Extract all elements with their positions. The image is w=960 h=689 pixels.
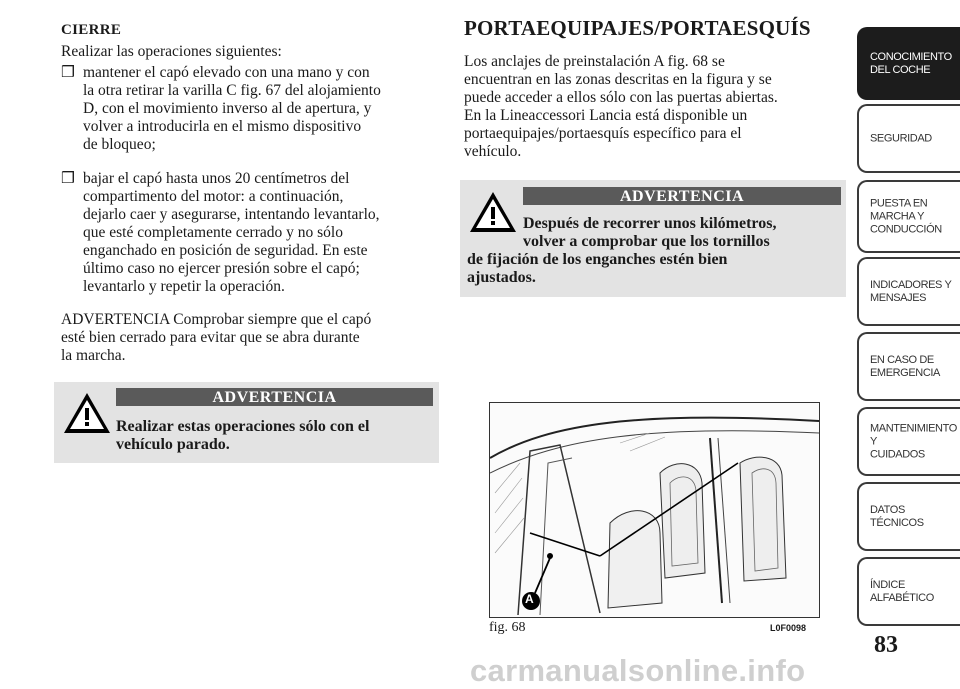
checkbox-bullet-icon: ❒ [61,64,75,81]
tab-seguridad[interactable] [857,104,960,173]
bullet-1-line-4: volver a introducirla en el mismo dispositivo [83,118,362,135]
tab-label: EN CASO DE EMERGENCIA [870,353,940,379]
tab-mantenimiento-y-cuidados[interactable] [857,407,960,476]
warning-box-left [54,382,439,463]
warning-text [116,418,369,454]
warning-text-bottom [467,251,727,287]
bullet-1-line-2: la otra retirar la varilla C fig. 67 del alojamiento [83,82,381,99]
tab-conocimiento-del-coche[interactable] [857,27,960,100]
warning-triangle-icon [468,190,518,234]
tab-label: CONOCIMIENTO DEL COCHE [870,50,952,76]
tab-datos-tecnicos[interactable] [857,482,960,551]
bullet-2-line-7: levantarlo y repetir la operación. [83,278,285,295]
bullet-1-line-3: D, con el movimiento inverso al de apertura, y [83,100,372,117]
car-interior-illustration [490,403,819,617]
bullet-2-line-1: bajar el capó hasta unos 20 centímetros del [83,170,350,187]
tab-label: SEGURIDAD [870,132,932,144]
warning-right-line-4: ajustados. [467,269,536,286]
warning-left-line-2: vehículo parado. [116,436,230,453]
bullet-item-2 [61,170,463,296]
page-title-portaequipajes: PORTAEQUIPAJES/PORTAESQUÍS [464,16,811,40]
para-line-6: vehículo. [464,143,522,160]
warning-right-line-1: Después de recorrer unos kilómetros, [523,215,777,232]
note-line-3: la marcha. [61,347,126,364]
bullet-item-1 [61,64,463,154]
bullet-2-line-2: compartimento del motor: a continuación, [83,188,344,205]
bullet-2-line-4: que esté completamente cerrado y no sólo [83,224,343,241]
warning-title: ADVERTENCIA [116,388,433,406]
portaequipajes-paragraph [464,53,849,161]
warning-right-line-2: volver a comprobar que los tornillos [523,233,770,250]
para-line-4: En la Lineaccessori Lancia está disponible un [464,107,748,124]
warning-title: ADVERTENCIA [523,187,841,205]
figure-caption: fig. 68 [489,620,526,635]
tab-en-caso-de-emergencia[interactable] [857,332,960,401]
bullet-1-line-5: de bloqueo; [83,136,156,153]
bullet-2-line-5: enganchado en posición de seguridad. En este [83,242,368,259]
tab-label: PUESTA EN MARCHA Y CONDUCCIÓN [870,197,942,235]
warning-triangle-icon [62,391,112,435]
figure-label-a: A [525,592,534,606]
page-number: 83 [874,632,898,658]
intro-text: Realizar las operaciones siguientes: [61,43,282,60]
section-title-cierre: CIERRE [61,22,122,38]
tab-label: DATOS TÉCNICOS [870,503,924,529]
advertencia-note [61,311,371,365]
figure-68-car-interior [489,402,820,618]
watermark: carmanualsonline.info [470,653,806,688]
warning-right-line-3: de fijación de los enganches estén bien [467,251,728,268]
bullet-2-line-6: último caso no ejercer presión sobre el capó; [83,260,360,277]
tab-label: ÍNDICE ALFABÉTICO [870,578,934,604]
checkbox-bullet-icon: ❒ [61,170,75,187]
tab-indice-alfabetico[interactable] [857,557,960,626]
bullet-1-line-1: mantener el capó elevado con una mano y con [83,64,370,81]
tab-label: INDICADORES Y MENSAJES [870,278,952,304]
para-line-5: portaequipajes/portaesquís específico para el [464,125,742,142]
tab-indicadores-y-mensajes[interactable] [857,257,960,326]
warning-left-line-1: Realizar estas operaciones sólo con el [116,418,370,435]
tab-label: MANTENIMIENTO Y CUIDADOS [870,422,957,460]
chapter-tabs [857,0,960,686]
figure-code: L0F0098 [770,623,807,633]
warning-text-top [523,215,776,251]
para-line-2: encuentran en las zonas descritas en la figura y se [464,71,772,88]
para-line-3: puede acceder a ellos sólo con las puertas abiertas. [464,89,778,106]
tab-puesta-en-marcha[interactable] [857,180,960,253]
warning-box-right [460,180,846,297]
note-line-2: esté bien cerrado para evitar que se abra durante [61,329,360,346]
bullet-2-line-3: dejarlo caer y asegurarse, intentando levantarlo, [83,206,380,223]
para-line-1: Los anclajes de preinstalación A fig. 68 se [464,53,725,70]
note-line-1: ADVERTENCIA Comprobar siempre que el capó [61,311,372,328]
